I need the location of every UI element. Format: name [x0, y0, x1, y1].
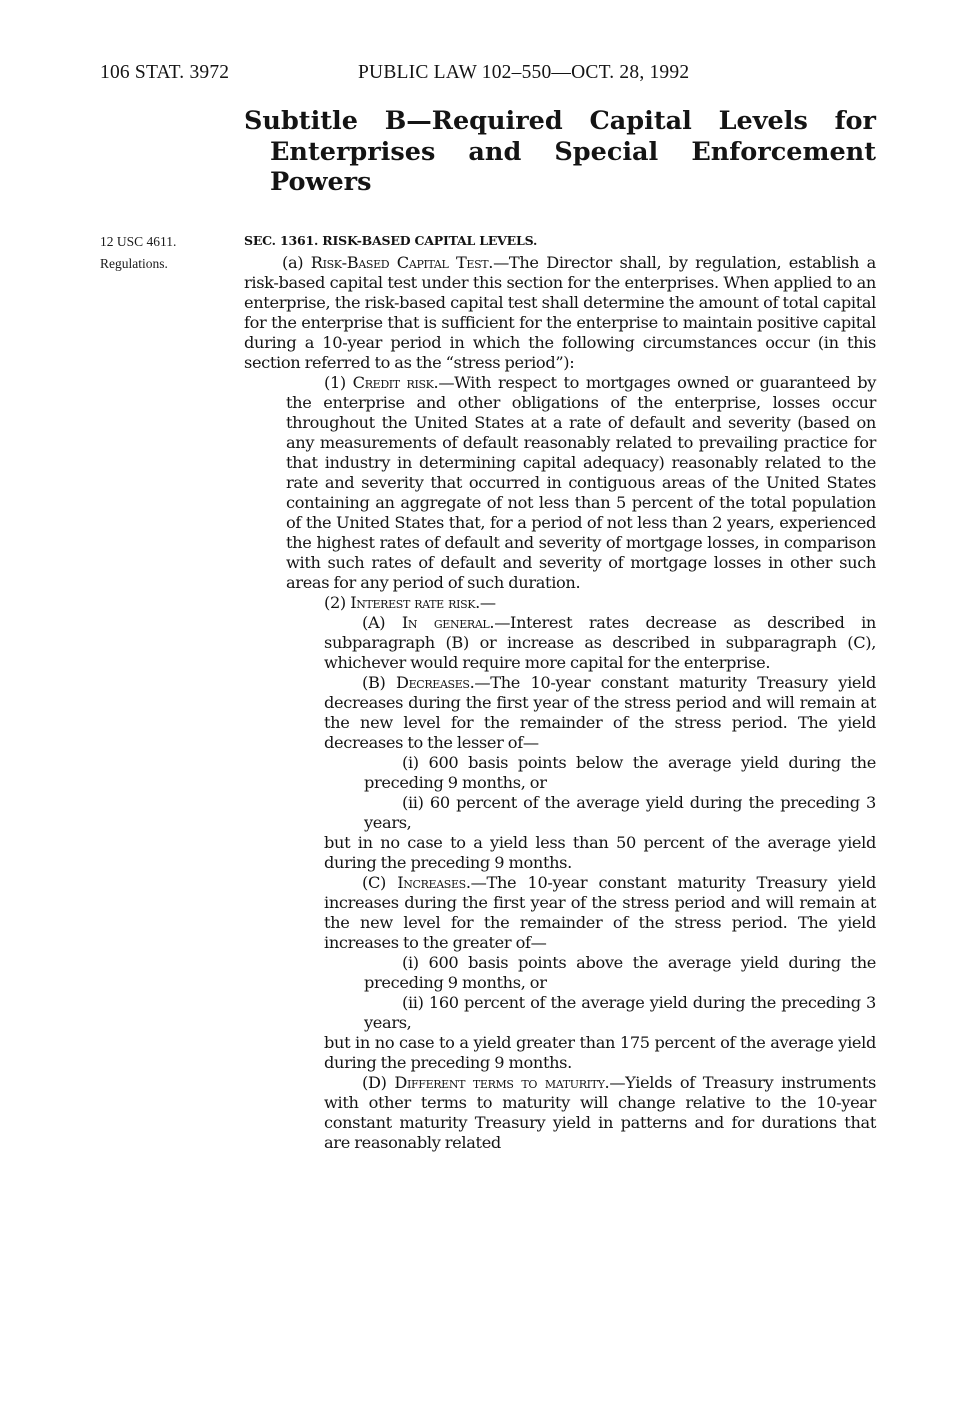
- running-head: [0, 62, 957, 88]
- subparagraph-b-limit: but in no case to a yield less than 50 percent of the average yield during the preceding 9 months.: [324, 833, 876, 872]
- subparagraph-a-number: (A): [362, 613, 402, 632]
- subparagraph-a-text: —Interest rates decrease as described in subparagraph (B) or increase as described in subparagraph (C), whichever would require more capital for the enterprise.: [324, 613, 876, 672]
- margin-note-regulations: Regulations.: [100, 256, 168, 271]
- subsection-a-text: —The Director shall, by regulation, establish a risk-based capital test under this section for the enterprises. When applied to an enterprise, the risk-based capital test shall determine the amount of total capital for the enterprise that is sufficient for the enterprise to maintain positive capital during a 10-year period in which the following circumstances occur (in this section referred to as the “stress period”):: [244, 253, 876, 372]
- section-heading: SEC. 1361. RISK-BASED CAPITAL LEVELS.: [244, 233, 538, 248]
- paragraph-1-number: (1): [324, 373, 353, 392]
- subparagraph-d: [244, 1073, 876, 1153]
- subparagraph-d-number: (D): [362, 1073, 395, 1092]
- subparagraph-b-heading: Decreases.: [395, 673, 475, 692]
- subparagraph-b: [244, 673, 876, 753]
- subparagraph-a: [244, 613, 876, 673]
- clause-c-i: (i) 600 basis points above the average yield during the preceding 9 months, or: [364, 953, 876, 992]
- public-law-citation: PUBLIC LAW 102–550—OCT. 28, 1992: [358, 62, 690, 83]
- subparagraph-b-text: —The 10-year constant maturity Treasury yield decreases during the first year of the stress period and will remain at the new level for the remainder of the stress period. The yield decreases to the lesser of—: [324, 673, 876, 752]
- clause-b-i: (i) 600 basis points below the average yield during the preceding 9 months, or: [364, 753, 876, 792]
- subtitle-line-2: Enterprises and Special Enforcement: [270, 136, 876, 167]
- subsection-a: [244, 253, 876, 373]
- section-body: [244, 253, 876, 1153]
- subtitle-line-3: Powers: [270, 167, 372, 197]
- subsection-a-heading: Risk-Based Capital Test.: [310, 253, 494, 272]
- subparagraph-d-heading: Different terms to maturity.: [394, 1073, 610, 1092]
- subsection-a-number: (a): [282, 253, 311, 272]
- subparagraph-a-heading: In general.: [401, 613, 495, 632]
- statute-citation: 106 STAT. 3972: [100, 62, 230, 83]
- paragraph-1-heading: Credit risk.: [352, 373, 439, 392]
- paragraph-2-heading: Interest rate risk.: [350, 593, 480, 612]
- paragraph-2-number: (2): [324, 593, 351, 612]
- subparagraph-c-text: —The 10-year constant maturity Treasury yield increases during the first year of the stress period and will remain at the new level for the remainder of the stress period. The yield increases to the greater of—: [324, 873, 876, 952]
- subparagraph-c-limit: but in no case to a yield greater than 175 percent of the average yield during the preceding 9 months.: [324, 1033, 876, 1072]
- subtitle-heading-text: [244, 106, 876, 198]
- clause-c-ii: (ii) 160 percent of the average yield during the preceding 3 years,: [364, 993, 876, 1032]
- clause-b-ii: (ii) 60 percent of the average yield during the preceding 3 years,: [364, 793, 876, 832]
- subparagraph-c-number: (C): [362, 873, 398, 892]
- subparagraph-c-heading: Increases.: [397, 873, 471, 892]
- margin-note-usc: 12 USC 4611.: [100, 234, 177, 249]
- subtitle-heading: [244, 106, 876, 198]
- subparagraph-b-number: (B): [362, 673, 396, 692]
- paragraph-1-text: —With respect to mortgages owned or guaranteed by the enterprise and other obligations of the enterprise, losses occur throughout the United States at a rate of default and severity (based on any measurements of default reasonably related to prevailing practice for that industry in determining capital adequacy) reasonably related to the rate and severity that occurred in contiguous areas of the United States containing an aggregate of not less than 5 percent of the total population of the United States that, for a period of not less than 2 years, experienced the highest rates of default and severity of mortgage losses, in comparison with such rates of default and severity of mortgage losses in other such areas for any period of such duration.: [286, 373, 877, 592]
- subparagraph-d-text: —Yields of Treasury instruments with other terms to maturity will change relative to the 10-year constant maturity Treasury yield in patterns and for durations that are reasonably related: [324, 1073, 876, 1152]
- subparagraph-c: [244, 873, 876, 953]
- paragraph-2-text: —: [479, 593, 496, 612]
- subtitle-line-1: Subtitle B—Required Capital Levels for: [244, 106, 876, 136]
- paragraph-1: [244, 373, 876, 593]
- paragraph-2: [244, 593, 876, 613]
